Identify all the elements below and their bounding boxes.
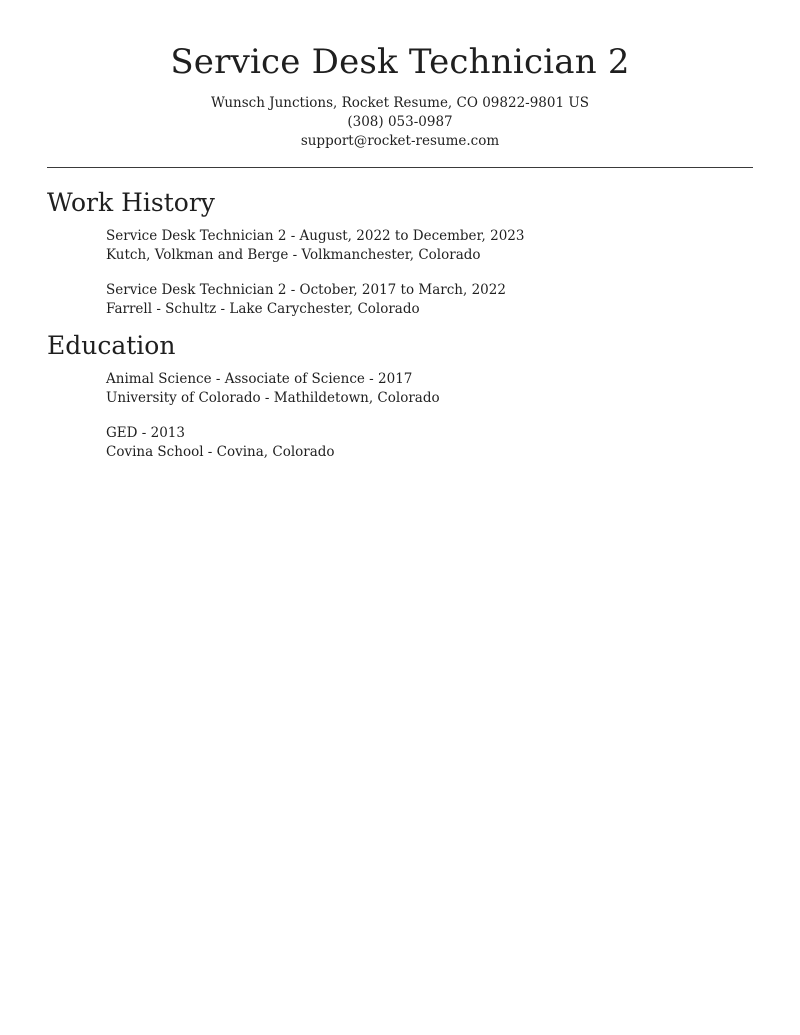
- resume-title: Service Desk Technician 2: [170, 42, 630, 82]
- education-entry: [106, 370, 746, 408]
- contact-address: Wunsch Junctions, Rocket Resume, CO 09822-9801 US: [211, 95, 589, 111]
- work-history-entry: [106, 281, 746, 319]
- contact-email: support@rocket-resume.com: [300, 133, 500, 149]
- education-entry-school: University of Colorado - Mathildetown, Colorado: [106, 390, 440, 406]
- contact-phone: (308) 053-0987: [347, 114, 453, 130]
- work-entry-title: Service Desk Technician 2 - August, 2022 to December, 2023: [106, 228, 525, 244]
- education-entry-degree: GED - 2013: [106, 425, 185, 441]
- education-entry-degree: Animal Science - Associate of Science - 2017: [106, 371, 413, 387]
- education-entry-school: Covina School - Covina, Colorado: [106, 444, 335, 460]
- education-entry: [106, 424, 746, 462]
- work-entry-employer: Kutch, Volkman and Berge - Volkmanchester, Colorado: [106, 247, 481, 263]
- work-history-heading: Work History: [47, 188, 215, 217]
- education-heading: Education: [47, 331, 176, 360]
- header-divider: [47, 167, 753, 168]
- contact-block: [0, 94, 800, 151]
- work-entry-employer: Farrell - Schultz - Lake Carychester, Colorado: [106, 301, 420, 317]
- work-entry-title: Service Desk Technician 2 - October, 2017 to March, 2022: [106, 282, 506, 298]
- work-history-entry: [106, 227, 746, 265]
